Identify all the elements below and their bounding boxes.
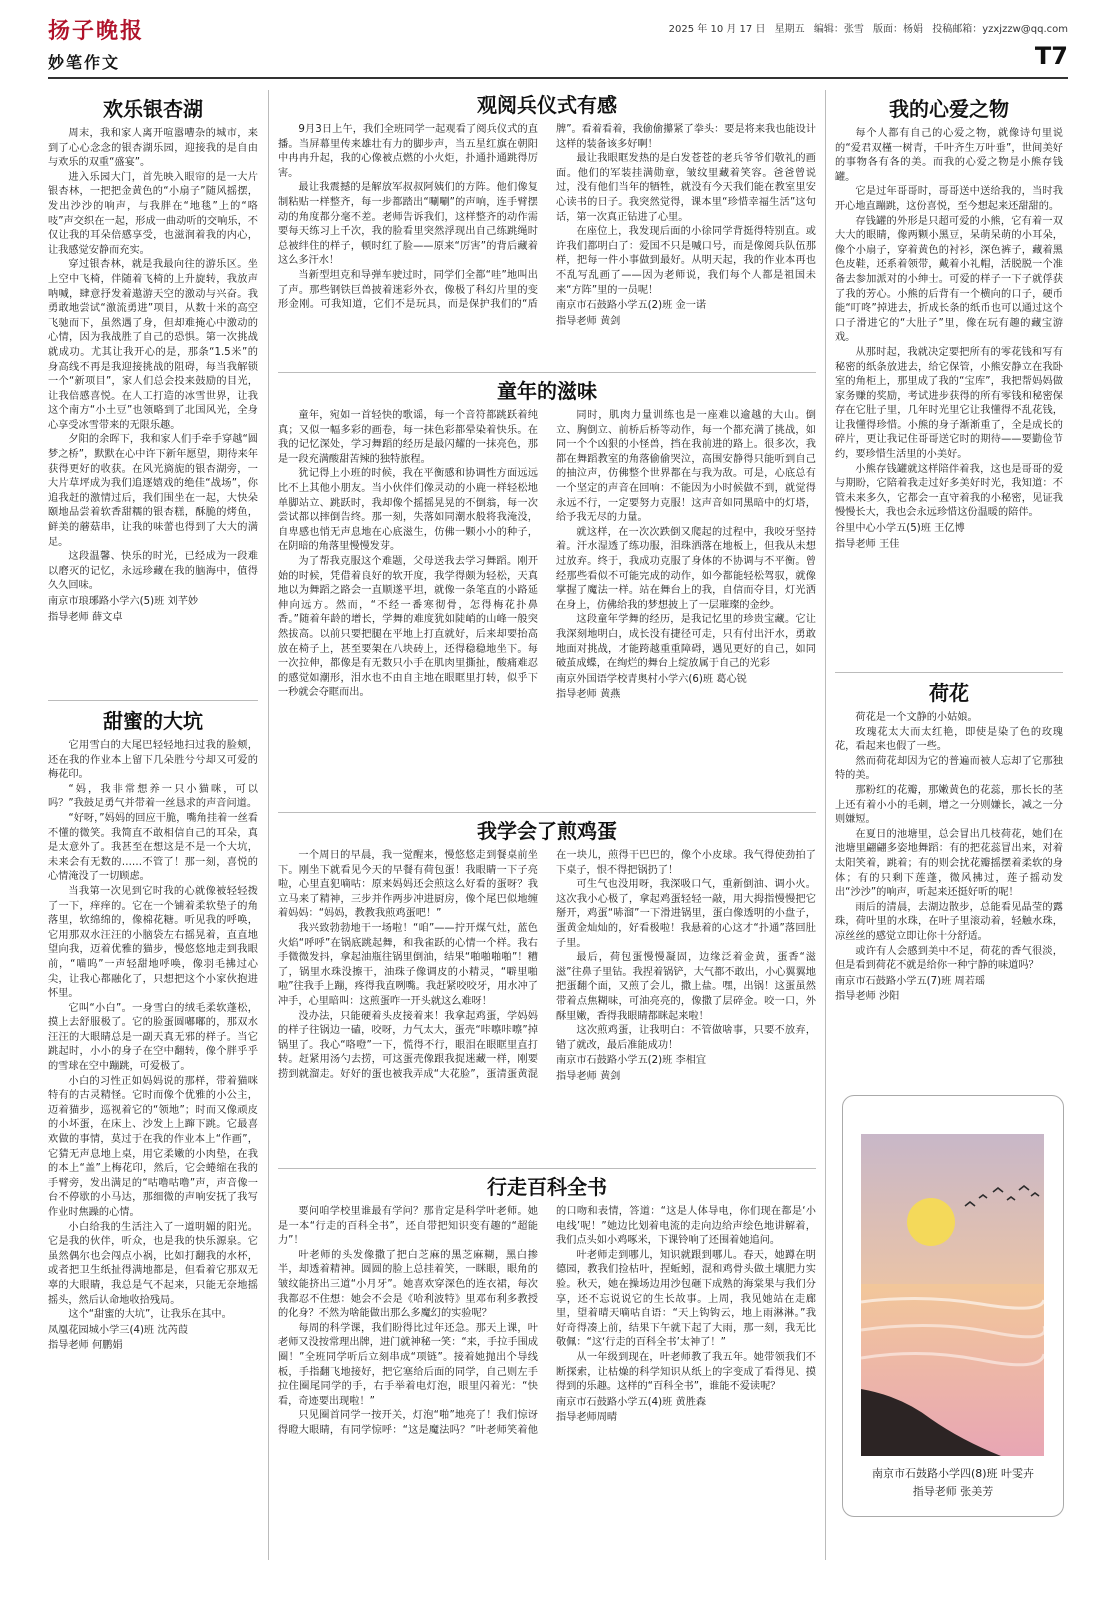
header-rule (48, 77, 1068, 79)
paragraph: 同时，肌肉力量训练也是一座难以逾越的大山。倒立、胸倒立、前桥后桥等动作，每一个都充满了挑战，如同一个个凶狠的小怪兽，挡在我前进的路上。很多次，我都在舞蹈教室的角落偷偷哭泣，高围安静得只能听到自己的抽泣声，仿佛整个世界都在与我为敌。可是，心底总有一个坚定的声音在回响：不能因为小时候做不到，就觉得永远不行，一定要努力克服！这声音如同黑暗中的灯塔，给予我无尽的力量。 (556, 410, 816, 524)
paragraph: 它用雪白的大尾巴轻轻地扫过我的脸颊，还在我的作业本上留下几朵胜兮兮却又可爱的梅花印。 (48, 740, 258, 781)
paragraph: 它是过年哥哥时，哥哥送中送给我的，当时我开心地直蹦跳，这份喜悦，至今想起来还甜甜的。 (835, 186, 1063, 212)
article-title: 我的心爱之物 (889, 97, 1009, 121)
paragraph: 只见圈首同学一按开关，灯泡“啪”地亮了！我们惊讶得瞪大眼睛，有同学惊呼：“这是魔法吗？”叶老师笑着他的口吻和表情，答道：“这是人体导电，你们现在都是‘小电线’呢！”她边比划着电流的走向边给声绘色地讲解着，我们点头如小鸡啄米，下课铃响了还围着她追问。 (278, 1206, 816, 1436)
article-yinxinghu (48, 96, 258, 696)
article-body (835, 127, 1063, 521)
paragraph: 小熊存钱罐就这样陪伴着我，这也是哥哥的爱与期盼，它陪着我走过好多美好时光，我知道：不管未来多久，它都会一直守着我的小秘密，见证我慢慢长大，我也会永远珍惜这份温暖的陪伴。 (835, 463, 1063, 519)
paragraph: 要问咱学校里谁最有学问？那肯定是科学叶老师。她是一本“行走的百科全书”，还自带把知识变有趣的“超能力”！ (278, 1206, 538, 1247)
article-baike (278, 1174, 816, 1568)
article-tongnian (278, 378, 816, 808)
paragraph: 当新型坦克和导弹车驶过时，同学们全都“哇”地叫出了声。那些钢铁巨兽披着迷彩外衣，像极了科幻片里的变形金刚。可我知道，它们不是玩具，而是保护我们的“盾牌”。看着看着，我偷偷攥紧了拳头：要是将来我也能设计这样的装备该多好啊！ (278, 124, 816, 311)
paragraph: 没办法，只能硬着头皮接着来！我拿起鸡蛋，学妈妈的样子往锅边一磕，咬呀，力气太大，蛋壳“咔嚓咔嚓”掉锅里了。我心“咯噔”一下，慌得不行，眼泪在眼眶里直打转。赶紧用汤勺去捞，可这蛋壳像跟我捉迷藏一样，刚要捞到就溜走。好好的蛋也被我弄成“大花脸”，蛋清蛋黄混在一块儿，煎得干巴巴的，像个小皮球。我气得使劲拍了下桌子，恨不得把锅扔了！ (278, 850, 816, 1080)
article-hehua (835, 680, 1063, 1085)
paragraph: 然而荷花却因为它的普遍而被人忘却了它那独特的美。 (835, 755, 1063, 782)
article-columns (278, 849, 816, 1085)
page-number: T7 (1034, 42, 1068, 70)
paragraph: 最让我震撼的是解放军叔叔阿姨们的方阵。他们像复制粘贴一样整齐，每一步都踏出“唰唰”的声响，连手臂摆动的角度都分毫不差。老师告诉我们，这样整齐的动作需要每天练习上千次，我的脸看里突然浮现出自己练跳绳时总被绊住的样子，顿时红了脸——原来“厉害”的背后藏着这么多汗水！ (278, 182, 538, 267)
center-divider-1 (278, 372, 816, 373)
article-school: 南京市石鼓路小学五(2)班 李相宜 (556, 1055, 707, 1067)
paragraph: 小白给我的生活注入了一道明媚的阳光。它是我的伙伴，听众，也是我的快乐源泉。它虽然偶尔也会闯点小祸，比如打翻我的水杯，或者把卫生纸扯得满地都是，但看着它那双无辜的大眼睛，我总是气不起来，只能无奈地摇摇头，然后认命地收拾残局。 (48, 1221, 258, 1306)
paragraph: 存钱罐的外形是只超可爱的小熊，它有着一双大大的眼睛，像两颗小黑豆，呆萌呆萌的小耳朵，像个小扇子，穿着黄色的衬衫，深色裤子，藏着黑色皮鞋，还系着领带，戴着小礼帽，活脱脱一个准备去参加派对的小绅士。可爱的样子一下子就俘获了我的芳心。小熊的后背有一个横向的口子，硬币能“叮咚”掉进去，折成长条的纸币也可以通过这个口子滑进它的“大肚子”里，像在玩有趣的藏宝游戏。 (835, 215, 1063, 344)
right-article-divider (835, 672, 1063, 673)
sun (907, 1198, 955, 1246)
article-xinai (835, 96, 1063, 668)
paragraph: 叶老师的头发像撒了把白芝麻的黑芝麻糊，黑白掺半，却透着精神。圆圆的脸上总挂着笑，一眯眼，眼角的皱纹能挤出三道“小月牙”。她喜欢穿深色的连衣裙，每次我都忍不住想：她会不会是《哈利波特》里邓布利多教授的化身？不然为啥能做出那么多魔幻的实验呢？ (278, 1249, 538, 1320)
paragraph: 周末，我和家人离开喧嚣嘈杂的城市，来到了心心念念的银杏湖乐园，迎接我的是自由与欢乐的双重“盛宴”。 (48, 128, 258, 169)
article-school: 南京市石鼓路小学五(7)班 周若瑶 (835, 975, 986, 987)
article-teacher: 指导老师周晴 (556, 1412, 618, 1424)
sunset-sea-painting (861, 1134, 1044, 1456)
article-teacher: 指导老师 黄剑 (556, 315, 621, 327)
article-jianjidan (278, 818, 816, 1164)
paragraph: 进入乐园大门，首先映入眼帘的是一大片银杏林，一把把金黄色的“小扇子”随风摇摆，发出沙沙的响声，与我胖在“地毯”上的“咯吱”声交织在一起，形成一曲动听的交响乐，不仅让我的耳朵倍感享受，也滋润着我的内心，让我感觉安静而充实。 (48, 171, 258, 256)
paragraph: 叶老师走到哪儿，知识就跟到哪儿。春天，她蹲在明德园，教我们捡枯叶，捏蚯蚓，混和鸡骨头做土壤肥力实验。秋天，她在操场边用沙包砸下成熟的海棠果与我们分享，还不忘说说它的生长故事。上周，我见她站在走廊里，望着晴天嘀咕自语：“天上钩钩云，地上雨淋淋。”我好奇得凑上前，结果下午就下起了大雨，那一刻，我无比敬佩：“这‘行走的百科全书’太神了！” (556, 1249, 816, 1349)
article-columns (278, 409, 816, 703)
paragraph: 我兴致勃勃地干一场啦！“咱”——拧开煤气灶，蓝色火焰“呼呼”在锅底跳起舞，和我雀跃的心情一个样。我右手微微发抖，拿起油瓶往锅里倒油，结果“啪啪啪啪”！糟了，锅里水珠没擦干，油珠子像调皮的小精灵，“噼里啪啦”往我手上蹦，疼得我直咧嘴。我赶紧咬咬牙，用水冲了冲手，心里暗叫：这煎蛋咋一开头就这么难呀！ (278, 922, 538, 1007)
paragraph: “好呀，”妈妈的回应干脆，嘴角挂着一丝看不懂的微笑。我简直不敢相信自己的耳朵，真是太意外了。我甚至在想这是不是一个大坑，未来会有无数的……不管了！那一刻，喜悦的心情淹没了一切顾虑。 (48, 812, 258, 883)
sky (861, 1134, 1044, 1284)
center-divider-2 (278, 812, 816, 813)
paragraph: 玫瑰花太大而太红艳，即使是染了色的玫瑰花，看起来也假了一些。 (835, 726, 1063, 753)
paragraph: 这次煎鸡蛋，让我明白：不管做啥事，只要不放弃，错了就改，最后准能成功！ (556, 1025, 816, 1051)
paragraph: 每个人都有自己的心爱之物，就像诗句里说的“爱君双槿一树青，千叶齐生万叶垂”，世间美好的事物各有各的美。而我的心爱之物是小熊存钱罐。 (835, 128, 1063, 183)
article-body (48, 739, 258, 1323)
paragraph: 从那时起，我就决定要把所有的零花钱和写有秘密的纸条放进去，给它保管，小熊安静立在我卧室的角柜上，那里成了我的“宝库”，我把帮妈妈做家务赚的奖励，考试进步获得的所有零钱和秘密保存在它肚子里，几年时光里它让我懂得不乱花钱，让我懂得珍惜。小熊的身子渐渐重了，全是成长的碎片，更让我记住哥哥送它时的期待——要勤俭节约，要珍惜生活里的小美好。 (835, 346, 1063, 461)
article-body (835, 711, 1063, 974)
paragraph: 最后，荷包蛋慢慢凝固，边缘泛着金黄，蛋香“滋滋”往鼻子里钻。我捏着锅铲，大气都不敢出，小心翼翼地把蛋翻个面，又煎了会儿，撒上盐。嘿，出锅！这蛋虽然带着点焦糊味，可油亮亮的，像撒了层碎金。咬一口，外酥里嫩，香得我眼睛都眯起来啦！ (556, 952, 816, 1022)
painting-author: 南京市石鼓路小学四(8)班 叶雯卉 (871, 1467, 1035, 1480)
article-title: 甜蜜的大坑 (103, 709, 203, 733)
article-teacher: 指导老师 黄燕 (556, 689, 621, 701)
article-school: 南京市石鼓路小学五(2)班 金一诺 (556, 300, 707, 312)
article-teacher: 指导老师 何鹏娟 (48, 1340, 123, 1352)
paragraph: 荷花是一个文静的小姑娘。 (855, 712, 978, 723)
layout-credit: 版面：杨娟 (873, 24, 924, 35)
article-yuebing (278, 92, 816, 368)
article-title: 我学会了煎鸡蛋 (477, 819, 617, 843)
painting-teacher: 指导老师 张美芳 (912, 1485, 994, 1498)
article-title: 欢乐银杏湖 (103, 97, 203, 121)
paragraph: 这段温馨、快乐的时光，已经成为一段难以磨灭的记忆，永远珍藏在我的脑海中，值得久久回味。 (48, 551, 258, 592)
paragraph: 小白的习性正如妈妈说的那样，带着猫咪特有的古灵精怪。它时而像个优雅的小公主，迈着猫步，巡视着它的“领地”；时而又像顽皮的小坏蛋，在床上、沙发上上蹿下跳。它最喜欢做的事情，莫过于在我的作业本上“作画”，它猜无声息地上桌，用它柔嫩的小肉垫，在我的本上“盖”上梅花印，然后，它会蜷缩在我的手臂旁，发出满足的“咕噜咕噜”声，声音像一台不停歇的小马达，那细微的声响安抚了我写作业时焦躁的心情。 (48, 1075, 258, 1218)
paragraph: 从一年级到现在，叶老师教了我五年。她带领我们不断探索，让枯燥的科学知识从纸上的字变成了看得见、摸得到的乐趣。这样的“百科全书”，谁能不爱读呢？ (556, 1351, 816, 1393)
article-columns (278, 123, 816, 329)
newspaper-logo: 扬子晚报 (48, 18, 145, 44)
article-columns (278, 1205, 816, 1439)
article-body (278, 849, 816, 1085)
article-school: 南京市石鼓路小学五(4)班 黄胜森 (556, 1396, 707, 1408)
paragraph: “妈，我非常想养一只小猫咪，可以吗？”我鼓足勇气并带着一丝恳求的声音问道。 (48, 783, 258, 810)
paragraph: 9月3日上午，我们全班同学一起观看了阅兵仪式的直播。当屏幕里传来雄壮有力的脚步声，当五星红旗在朝阳中冉冉升起，我的心像被点燃的小火炬，扑通扑通跳得厉害。 (278, 124, 538, 179)
article-body (278, 409, 816, 703)
left-article-divider (48, 700, 258, 701)
paragraph: 这个“甜蜜的大坑”，让我乐在其中。 (68, 1309, 232, 1321)
article-body (48, 127, 258, 594)
paragraph: 就这样，在一次次跌倒又爬起的过程中，我咬牙坚持着。汗水湿透了练功服，泪珠洒落在地板上，但我从未想过放弃。终于，我成功克服了身体的不协调与不平衡。曾经那些看似不可能完成的动作，如今都能轻松驾驭，就像掌握了魔法一样。站在舞台上的我，自信而夺目，灯光洒在身上，仿佛给我的梦想披上了一层璀璨的金纱。 (556, 526, 816, 611)
paragraph: 穿过银杏林，就是我最向往的游乐区。坐上空中飞椅，伴随着飞椅的上升旋转，我放声呐喊，肆意抒发着遨游天空的激动与兴奋。我勇敢地尝试“激流勇进”项目，从数十米的高空飞驰而下，虽然遇了身，但却难掩心中激动的心情，因为我战胜了自己的恐惧。第一次挑战就成功。尤其让我开心的是，那条“1.5米”的身高线不再是我迎接挑战的阻碍，每当我解锁一个“新项目”，家人们总会投来鼓励的目光，让我倍感喜悦。在人工打造的冰雪世界，让我这个南方“小土豆”也领略到了北国风光，全身心享受冰雪带来的无限乐趣。 (48, 259, 258, 431)
editor-credit: 编辑：张雪 (813, 24, 864, 35)
paragraph: 每周的科学课，我们盼得比过年还急。那天上课，叶老师又没按常理出牌，进门就神秘一笑：“来，手拉手围成圈！”全班同学听后立刻串成“项链”。接着她抛出个导线板，手指翻飞地接好，把它塞给后面的同学，自己则左手拉住圈尾同学的手，右手举着电灯泡，眼里闪着光：“快看，奇迹要出现啦！” (278, 1322, 538, 1407)
article-teacher: 指导老师 黄剑 (556, 1070, 621, 1082)
paragraph: 夕阳的余晖下，我和家人们手牵手穿越“圆梦之桥”，默默在心中许下新年愿望，期待来年获得更好的收获。在风光旖旎的银杏湖旁，一大片草坪成为我们追逐嬉戏的绝佳“战场”，你追我赶的激情过后，我们围坐在一起，大快朵颐地品尝着软香甜糯的银杏糕，酥脆的烤鱼，鲜美的蘑菇串，让我的味蕾也得到了大大的满足。 (48, 434, 258, 548)
paragraph: 或许有人会感到美中不足，荷花的香气很淡，但是看到荷花不就是给你一种宁静的味道吗？ (835, 945, 1063, 972)
paragraph: 在夏日的池塘里，总会冒出几枝荷花，她们在池塘里翩翩多姿地舞蹈：有的把花蕊冒出来，对着太阳笑着，跳着；有的则会扰花瓣摇摆着柔软的身体；有的只剩下莲蓬，微风拂过，莲子摇动发出“沙沙”的响声，听起来还挺好听的呢！ (835, 828, 1063, 899)
article-tianmi (48, 708, 258, 1568)
paragraph: 那粉红的花瓣，那嫩黄色的花蕊，那长长的茎上还有着小小的毛刺，增之一分则嫌长，减之一分则嫌短。 (835, 784, 1063, 826)
paragraph: 雨后的清晨，去湖边散步，总能看见晶莹的露珠，荷叶里的水珠，在叶子里滚动着，轻触水珠，凉丝丝的感觉立即让你十分舒适。 (835, 901, 1063, 942)
paragraph: 为了帮我克服这个难题，父母送我去学习舞蹈。刚开始的时候，凭借着良好的软开度，我学得颇为轻松，天真地以为舞蹈之路会一直顺遂平坦，就像一条笔直的小路延伸向远方。然而，“不经一番寒彻骨，怎得梅花扑鼻香。”随着年龄的增长，学舞的难度犹如陡峭的山峰一般突然拔高。以前只要把腿在平地上打直就好，后来却要抬高放在椅子上，甚至要架在八块砖上，还得稳稳地坐下。每一次拉伸，都像是有无数只小手在肌肉里撕扯，酸痛难忍的感觉如潮形，泪水也不由自主地在眼眶里打转，似乎下一秒就会夺眶而出。 (278, 555, 538, 699)
section-title: 妙笔作文 (48, 53, 121, 72)
article-title: 观阅兵仪式有感 (477, 93, 617, 117)
article-title: 荷花 (929, 681, 969, 705)
article-teacher: 指导老师 王佳 (835, 538, 900, 550)
article-title: 行走百科全书 (487, 1175, 607, 1199)
article-school: 南京市琅琊路小学六(5)班 刘芊妙 (48, 596, 199, 607)
paragraph: 这段童年学舞的经历，是我记忆里的珍贵宝藏。它让我深刻地明白，成长没有捷径可走，只有付出汗水，勇敢地面对挑战，才能跨越重重障碍，遇见更好的自己，如同破茧成蝶，在绚烂的舞台上绽放属于自己的光彩 (556, 614, 816, 670)
article-school: 南京外国语学校青奥村小学六(6)班 葛心锐 (556, 673, 747, 685)
issue-date: 2025 年 10 月 17 日 (668, 24, 766, 35)
paragraph: 犹记得上小班的时候，我在平衡感和协调性方面远远比不上其他小朋友。当小伙伴们像灵动的小鹿一样轻松地单脚站立、跳跃时，我却像个摇摇晃晃的不倒翁，每一次尝试都以摔倒告终。那一刻，失落如同潮水般将我淹没，自卑感也悄无声息地在心底滋生，仿佛一颗小小的种子，在阴暗的角落里慢慢发芽。 (278, 468, 538, 553)
article-school: 谷里中心小学五(5)班 王亿博 (835, 523, 965, 535)
center-divider-3 (278, 1168, 816, 1169)
issue-weekday: 星期五 (774, 24, 805, 35)
column-divider-left (268, 90, 269, 1560)
column-divider-right (825, 90, 826, 1560)
submission-email[interactable]: 投稿邮箱：yzxjzzw@qq.com (932, 24, 1068, 35)
article-title: 童年的滋味 (497, 379, 597, 403)
paragraph: 当我第一次见到它时我的心就像被轻轻拨了一下，痒痒的。它在一个铺着柔软垫子的角落里，软绵绵的，像棉花糖。听见我的呼唤，它用那双水汪汪的小脑袋左右摇晃着，直直地望向我，迈着优雅的猫步，慢悠悠地走到我眼前，“喵呜”一声轻甜地呼唤，像羽毛拂过心尖，让我心都融化了，只想把这个小家伙抱进怀里。 (48, 885, 258, 1000)
dateline (663, 20, 1068, 35)
paragraph: 最让我眼眶发热的是白发苍苍的老兵爷爷们敬礼的画面。他们的军装挂满勋章，皱纹里藏着笑容。爸爸曾说过，没有他们当年的牺牲，就没有今天我们能在教室里安心读书的日子。我突然觉得，课本里“珍惜幸福生活”这句话，第一次真正钻进了心里。 (556, 153, 816, 223)
paragraph: 一个周日的早晨，我一觉醒来，慢悠悠走到餐桌前坐下。刚坐下就看见今天的早餐有荷包蛋！我眼睛一下子亮啦，心里直犯嘀咕：原来妈妈还会煎这么好看的蛋呀？我立马来了精神，三步并作两步冲进厨房，像个尾巴似地缠着妈妈：“妈妈，教教我煎鸡蛋吧！” (278, 850, 538, 920)
article-teacher: 指导老师 沙阳 (835, 991, 900, 1003)
student-painting-frame (842, 1095, 1064, 1517)
article-school: 凤凰花园城小学三(4)班 沈芮葭 (48, 1324, 188, 1336)
masthead (48, 14, 1068, 84)
paragraph: 可生气也没用呀，我深吸口气，重新倒油、调小火。这次我小心极了，拿起鸡蛋轻轻一敲，用大拇指慢慢把它掰开，鸡蛋“哧溜”一下滑进锅里，蛋白像透明的小盘子，蛋黄金灿灿的，好看极啦！我悬着的心这才“扑通”落回肚子里。 (556, 879, 816, 949)
article-teacher: 指导老师 薛文卓 (48, 611, 123, 623)
paragraph: 童年，宛如一首轻快的歌谣，每一个音符都跳跃着纯真；又似一幅多彩的画卷，每一抹色彩都晕染着快乐。在我的记忆深处，学习舞蹈的经历是最闪耀的一抹亮色，那是一段充满酸甜苦辣的独特旅程。 (278, 410, 538, 465)
paragraph: 在座位上，我发现后面的小徐同学背挺得特别直。或许我们都明白了：爱国不只是喊口号，而是像阅兵队伍那样，把每一件小事做到最好。从明天起，我的作业本再也不乱写乱画了——因为老师说，我们每个人都是祖国未来“方阵”里的一员呢！ (556, 226, 816, 296)
paragraph: 它叫“小白”。一身雪白的绒毛柔软蓬松，摸上去舒服极了。它的脸蛋圆嘟嘟的，那双水汪汪的大眼睛总是一副天真无邪的样子。当它跳起时，小小的身子在空中翻转，像个胖乎乎的雪球在空中蹦跳，可爱极了。 (48, 1002, 258, 1073)
